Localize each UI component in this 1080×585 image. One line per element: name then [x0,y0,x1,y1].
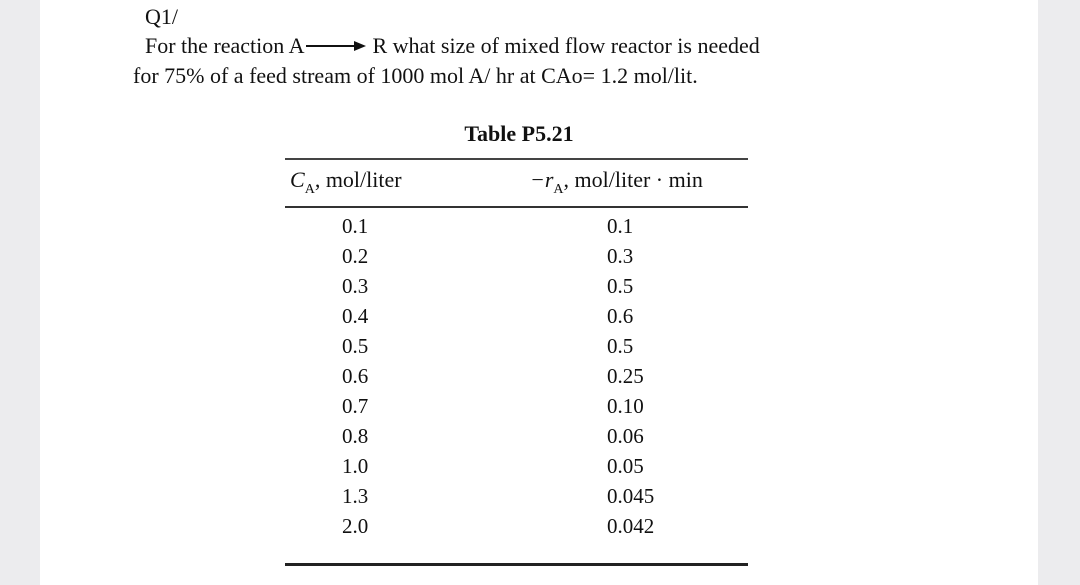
cell-ca: 0.5 [342,334,369,358]
cell-ca: 0.3 [342,274,369,298]
table-title: Table P5.21 [464,121,574,146]
column-header-ra-subscript: A [553,182,564,197]
cell-ca: 0.6 [342,364,369,388]
cell-ra: 0.1 [607,214,634,238]
column-header-ra [530,167,703,198]
question-text-before-arrow: For the reaction A [145,33,305,58]
column-header-ca-subscript: A [304,182,315,197]
cell-ra: 0.6 [607,304,634,328]
cell-ra: 0.05 [607,454,644,478]
cell-ca: 0.1 [342,214,369,238]
cell-ca: 0.4 [342,304,369,328]
cell-ra: 0.25 [607,364,644,388]
cell-ra: 0.5 [607,334,634,358]
cell-ra: 0.5 [607,274,634,298]
cell-ra: 0.042 [607,514,655,538]
reaction-arrow-icon [306,33,366,59]
cell-ra: 0.10 [607,394,644,418]
cell-ca: 0.8 [342,424,369,448]
column-header-ra-unit: , mol/liter · min [563,167,703,192]
column-header-ra-symbol: −r [530,167,554,192]
question-line-1 [145,33,760,59]
cell-ra: 0.045 [607,484,655,508]
question-line-2: for 75% of a feed stream of 1000 mol A/ hr at CAo= 1.2 mol/lit. [133,63,698,88]
table-top-rule [285,158,748,160]
table-bottom-rule [285,563,748,566]
cell-ca: 1.3 [342,484,369,508]
document-page [40,0,1038,585]
column-header-ca [290,167,402,198]
cell-ca: 0.2 [342,244,369,268]
column-header-ca-unit: , mol/liter [314,167,402,192]
question-text-after-arrow: R what size of mixed flow reactor is needed [372,33,760,58]
table-header-rule [285,206,748,208]
cell-ca: 2.0 [342,514,369,538]
cell-ra: 0.06 [607,424,644,448]
cell-ca: 0.7 [342,394,369,418]
cell-ra: 0.3 [607,244,634,268]
cell-ca: 1.0 [342,454,369,478]
question-label: Q1/ [145,4,178,29]
column-header-ca-symbol: C [290,167,305,192]
